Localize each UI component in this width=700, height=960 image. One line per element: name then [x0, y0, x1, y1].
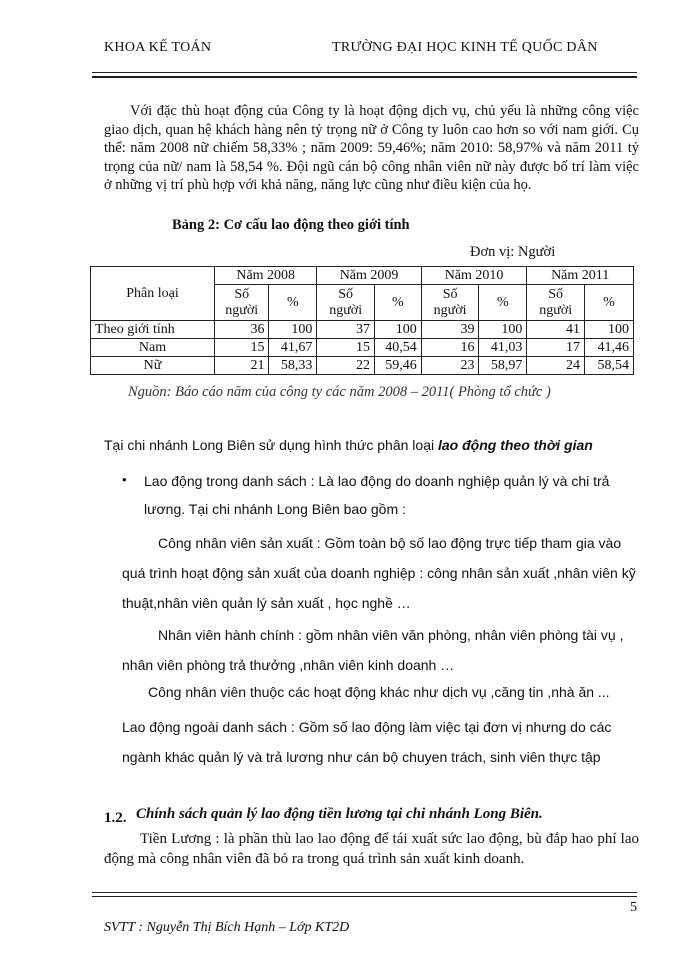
paragraph-luong: Tiền Lương : là phần thù lao lao động để tái xuất sức lao động, bù đắp hao phí lao động mà công nhân viên đã bỏ ra trong quá trình sản xuất kinh doanh. [104, 831, 639, 867]
cell: 17 [527, 339, 585, 357]
bullet-dot-icon: • [122, 472, 127, 487]
year-2011: Năm 2011 [527, 267, 634, 285]
sub-pct: % [375, 285, 422, 321]
paragraph-cnk: Công nhân viên thuộc các hoạt động khác như dịch vụ ,căng tin ,nhà ăn ... [148, 684, 610, 700]
cell: 59,46 [375, 357, 422, 375]
sub-so: Số người [317, 285, 375, 321]
cell: 100 [585, 321, 634, 339]
cell: 41,03 [479, 339, 527, 357]
bullet-paragraph: Lao động trong danh sách : Là lao động do doanh nghiệp quản lý và chi trả lương. Tại chi nhánh Long Biên bao gồm : [144, 473, 610, 517]
table-title: Bảng 2: Cơ cấu lao động theo giới tính [172, 217, 410, 233]
cell: 100 [479, 321, 527, 339]
sub-pct: % [479, 285, 527, 321]
row-label: Theo giới tính [91, 321, 215, 339]
sub-so: Số người [215, 285, 269, 321]
header-left: KHOA KẾ TOÁN [104, 40, 212, 55]
cell: 15 [215, 339, 269, 357]
labor-gender-table [90, 266, 634, 375]
footer-rule [92, 892, 637, 893]
cell: 23 [421, 357, 479, 375]
classify-prefix: Tại chi nhánh Long Biên sử dụng hình thức phân loại [104, 437, 438, 453]
sub-pct: % [585, 285, 634, 321]
cell: 16 [421, 339, 479, 357]
header-rule [92, 72, 637, 73]
cell: 37 [317, 321, 375, 339]
classify-emph: lao động theo thời gian [437, 437, 593, 453]
section-number: 1.2. [104, 810, 127, 826]
header-right: TRƯỜNG ĐẠI HỌC KINH TẾ QUỐC DÂN [332, 40, 598, 55]
cell: 24 [527, 357, 585, 375]
row-label: Nam [91, 339, 215, 357]
cell: 100 [375, 321, 422, 339]
cell: 58,33 [269, 357, 317, 375]
header-rule-thick [92, 76, 637, 78]
cell: 58,54 [585, 357, 634, 375]
footer-author: SVTT : Nguyễn Thị Bích Hạnh – Lớp KT2D [104, 920, 350, 935]
footer-rule-2 [92, 896, 637, 897]
paragraph-ngoai: Lao động ngoài danh sách : Gồm số lao động làm việc tại đơn vị nhưng do các ngành khác quản lý và trả lương như cán bộ chuyen trách, sinh viên thực tập [122, 719, 612, 765]
row-label: Nữ [91, 357, 215, 375]
cell: 41,46 [585, 339, 634, 357]
table-source: Nguồn: Báo cáo năm của công ty các năm 2008 – 2011( Phòng tổ chức ) [128, 384, 551, 400]
paragraph-nvhc: Nhân viên hành chính : gồm nhân viên văn phòng, nhân viên phòng tài vụ , nhân viên phòng trả thưởng ,nhân viên kinh doanh … [122, 627, 624, 673]
page-number: 5 [630, 900, 637, 915]
cell: 15 [317, 339, 375, 357]
cell: 22 [317, 357, 375, 375]
cell: 41 [527, 321, 585, 339]
sub-so: Số người [527, 285, 585, 321]
cell: 100 [269, 321, 317, 339]
year-2010: Năm 2010 [421, 267, 527, 285]
intro-paragraph: Với đặc thù hoạt động của Công ty là hoạt động dịch vụ, chủ yếu là những công việc giao dịch, quan hệ khách hàng nên tỷ trọng nữ ở Công ty luôn cao hơn so với nam giới. Cụ thể: năm 2008 nữ chiếm 58,33% ; năm 2009: 59,46%; năm 2010: 58,97% và năm 2011 tỷ trọng của nữ/ nam là 58,54 %. Đội ngũ cán bộ công nhân viên nữ này được bố trí làm việc ở những vị trí phù hợp với khả năng, năng lực cũng như điều kiện của họ. [104, 103, 639, 193]
paragraph-cnsx: Công nhân viên sản xuất : Gồm toàn bộ số lao động trực tiếp tham gia vào quá trình hoạt động sản xuất của doanh nghiệp : công nhân sản xuất ,nhân viên kỹ thuật,nhân viên quản lý sản xuất , học nghề … [122, 535, 636, 611]
cell: 41,67 [269, 339, 317, 357]
table-row [91, 339, 634, 357]
year-2009: Năm 2009 [317, 267, 421, 285]
classify-line [104, 435, 644, 455]
year-2008: Năm 2008 [215, 267, 317, 285]
cell: 40,54 [375, 339, 422, 357]
table-unit: Đơn vị: Người [470, 244, 556, 260]
cell: 21 [215, 357, 269, 375]
cell: 36 [215, 321, 269, 339]
section-title: Chính sách quản lý lao động tiền lương tại chi nhánh Long Biên. [136, 806, 543, 822]
cell: 39 [421, 321, 479, 339]
sub-so: Số người [421, 285, 479, 321]
table-row [91, 321, 634, 339]
row-header: Phân loại [91, 267, 215, 321]
cell: 58,97 [479, 357, 527, 375]
sub-pct: % [269, 285, 317, 321]
table-row [91, 357, 634, 375]
